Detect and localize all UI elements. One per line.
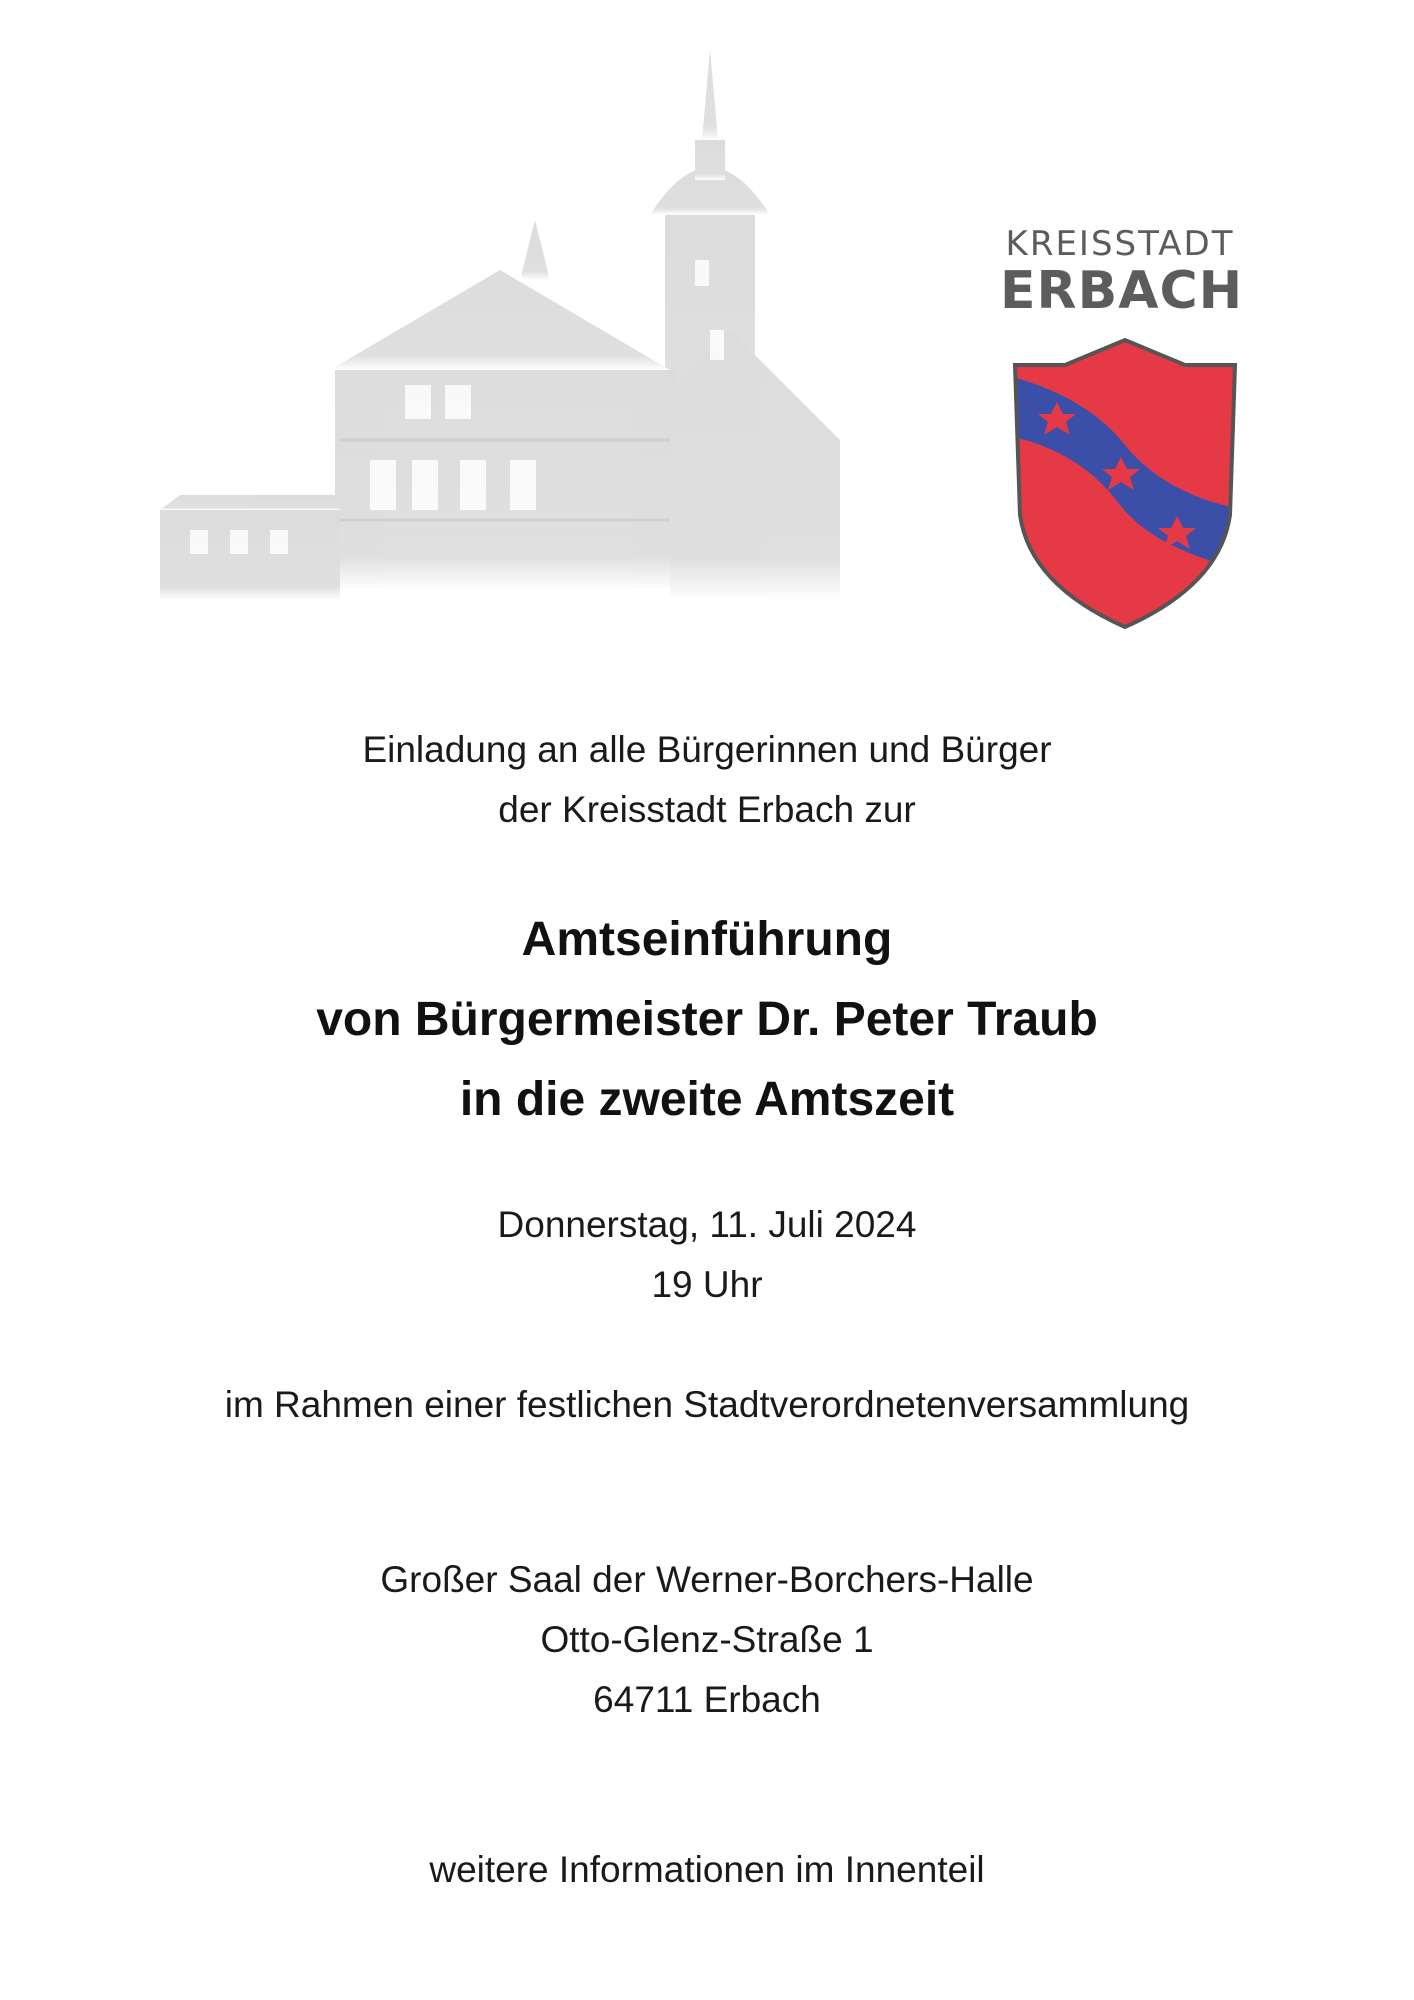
venue-street: Otto-Glenz-Straße 1 [540, 1619, 874, 1660]
intro-line-1: Einladung an alle Bürgerinnen und Bürger [362, 729, 1052, 770]
headline-line-3: in die zweite Amtszeit [459, 1073, 955, 1126]
footer-note: weitere Informationen im Innenteil [429, 1849, 985, 1890]
event-time: 19 Uhr [651, 1264, 763, 1305]
headline-line-2: von Bürgermeister Dr. Peter Traub [316, 993, 1098, 1046]
logo-kreisstadt-text: KREISSTADT [1005, 224, 1235, 264]
event-context: im Rahmen einer festlichen Stadtverordnetenversammlung [224, 1384, 1190, 1425]
headline-line-1: Amtseinführung [521, 913, 893, 966]
event-date: Donnerstag, 11. Juli 2024 [497, 1204, 917, 1245]
logo-erbach-text: ERBACH [1000, 261, 1244, 321]
venue-city: 64711 Erbach [593, 1679, 821, 1720]
coat-of-arms-icon [1005, 335, 1245, 633]
intro-line-2: der Kreisstadt Erbach zur [498, 789, 916, 830]
city-logo [1000, 224, 1244, 321]
town-hall-illustration [150, 40, 870, 640]
venue-name: Großer Saal der Werner-Borchers-Halle [380, 1559, 1034, 1600]
